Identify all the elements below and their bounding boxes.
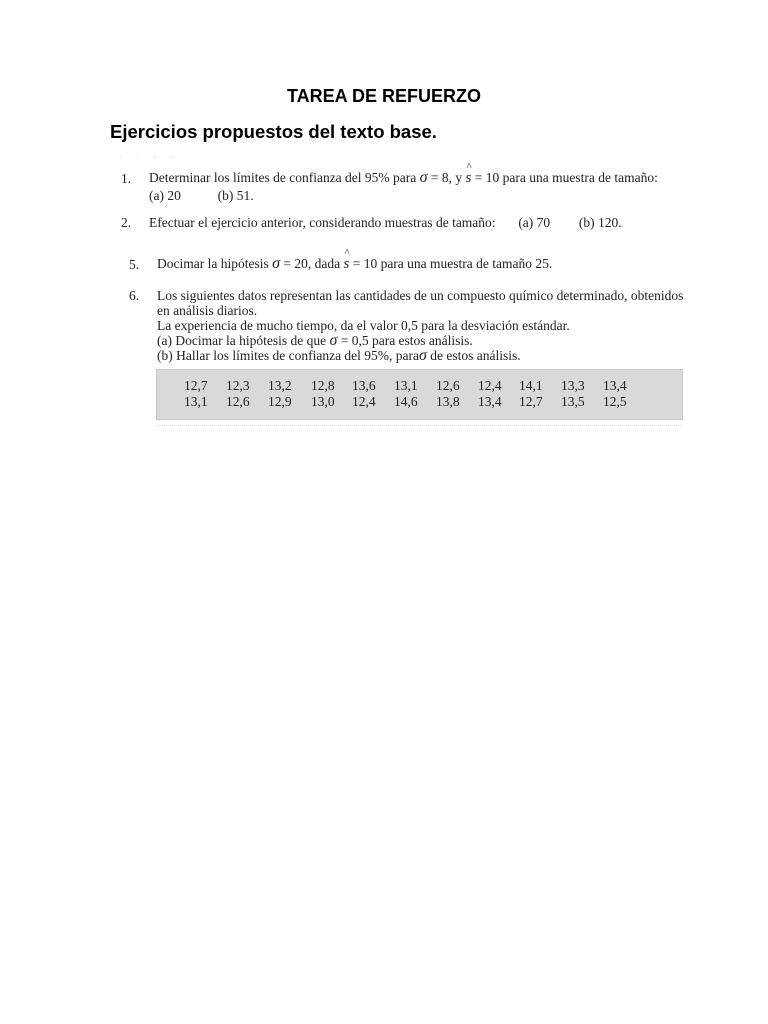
- sigma-symbol: σ: [329, 332, 338, 349]
- exercise-number: 2.: [121, 215, 132, 230]
- table-cell: 13,4: [478, 394, 502, 409]
- table-cell: 12,4: [352, 394, 376, 409]
- s-hat-symbol: ^ s: [466, 170, 472, 187]
- exercise-number: 6.: [129, 288, 140, 303]
- exercise-1-options: [149, 188, 254, 204]
- table-cell: 13,1: [394, 378, 418, 393]
- sigma-symbol: σ: [419, 347, 427, 364]
- table-cell: 12,4: [478, 378, 502, 393]
- exercise-6-line-4: (a) Docimar la hipótesis de que σ = 0,5 para estos análisis.: [157, 332, 473, 349]
- exercise-6-line-1: Los siguientes datos representan las cantidades de un compuesto químico determinado, obtenidos: [157, 288, 684, 303]
- table-cell: 13,2: [268, 378, 292, 393]
- table-cell: 12,3: [226, 378, 250, 393]
- table-cell: 14,1: [519, 378, 543, 393]
- option-a: (a) 20: [149, 188, 181, 203]
- table-cell: 13,3: [561, 378, 585, 393]
- sigma-symbol: σ: [272, 255, 280, 272]
- exercise-1-line-1: Determinar los límites de confianza del 95% para σ = 8, y ^ s = 10 para una muestra de tamaño:: [149, 169, 658, 187]
- table-cell: 12,5: [603, 394, 627, 409]
- table-cell: 12,8: [311, 378, 335, 393]
- table-cell: 14,6: [394, 394, 418, 409]
- exercise-6-line-2: en análisis diarios.: [157, 303, 258, 318]
- table-cell: 12,7: [519, 394, 543, 409]
- table-cell: 12,6: [226, 394, 250, 409]
- option-b: (b) 120.: [578, 215, 622, 230]
- exercise-number: 5.: [129, 257, 140, 272]
- exercise-2-line-1: Efectuar el ejercicio anterior, considerando muestras de tamaño: (a) 70 (b) 120.: [149, 215, 622, 230]
- s-hat-symbol: ^ s: [343, 256, 349, 273]
- table-cell: 13,5: [561, 394, 585, 409]
- option-b: (b) 51.: [217, 188, 254, 203]
- exercise-6-line-5: (b) Hallar los límites de confianza del 95%, paraσ de estos análisis.: [157, 347, 521, 364]
- page-title: TAREA DE REFUERZO: [286, 86, 481, 106]
- exercise-5-line-1: Docimar la hipótesis σ = 20, dada ^ s = 10 para una muestra de tamaño 25.: [157, 255, 552, 273]
- table-cell: 12,9: [268, 394, 292, 409]
- exercise-6-line-3: La experiencia de mucho tiempo, da el valor 0,5 para la desviación estándar.: [157, 318, 570, 333]
- scan-artifact: · · · ·: [120, 153, 179, 162]
- table-cell: 12,6: [436, 378, 460, 393]
- table-cell: 13,6: [352, 378, 376, 393]
- sigma-symbol: σ: [419, 169, 428, 186]
- scan-artifact-line: [156, 425, 681, 426]
- table-cell: 12,7: [184, 378, 208, 393]
- option-a: (a) 70: [518, 215, 551, 230]
- exercise-number: 1.: [121, 171, 132, 186]
- section-heading: Ejercicios propuestos del texto base.: [110, 121, 437, 142]
- table-cell: 13,4: [603, 378, 627, 393]
- table-cell: 13,1: [184, 394, 208, 409]
- table-cell: 13,0: [311, 394, 335, 409]
- table-cell: 13,8: [436, 394, 460, 409]
